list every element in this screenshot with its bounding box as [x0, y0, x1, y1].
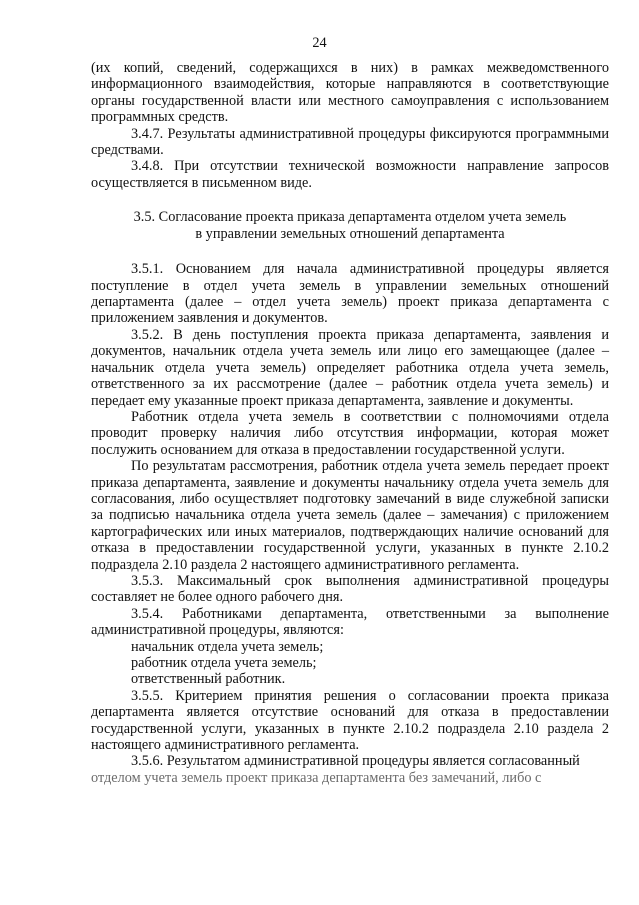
paragraph-review-results: По результатам рассмотрения, работник отдела учета земель передает проект приказа департамента, заявление и документы начальнику отдела учета земель для согласования, либо осуществляет подготовку замечаний в виде служебной записки за подписью начальника отдела учета земель (далее – замечания) с приложением картографических или иных материалов, подтверждающих наличие оснований для отказа в предоставлении государственной услуги, указанных в пункте 2.10.2 подраздела 2.10 раздела 2 настоящего административного регламента.: [91, 458, 609, 573]
list-item: работник отдела учета земель;: [131, 655, 317, 671]
list-item: начальник отдела учета земель;: [131, 638, 324, 655]
section-heading-line-2: в управлении земельных отношений департамента: [195, 226, 505, 243]
paragraph-3-5-4: 3.5.4. Работниками департамента, ответственными за выполнение административной процедуры, являются:: [91, 605, 609, 639]
paragraph-verification: Работник отдела учета земель в соответствии с полномочиями отдела проводит проверку наличия либо отсутствия информации, которая может послужить основанием для отказа в предоставлении государственной услуги.: [91, 408, 609, 458]
document-body: [91, 60, 609, 786]
page-number: 24: [312, 35, 327, 51]
paragraph-3-5-1: 3.5.1. Основанием для начала административной процедуры является поступление в отдел учета земель в управлении земельных отношений департамента (далее – отдел учета земель) проект приказа департамента с приложением заявления и документов.: [91, 261, 609, 327]
section-heading: [91, 209, 609, 243]
paragraph-3-5-6: 3.5.6. Результатом административной процедуры является согласованный: [131, 753, 580, 770]
paragraph-3-5-5: 3.5.5. Критерием принятия решения о согласовании проекта приказа департамента является отсутствие оснований для отказа в предоставлении государственной услуги, указанных в пункте 2.10.2 подраздела 2.10 раздела 2 настоящего административного регламента.: [91, 687, 609, 754]
paragraph-3-5-2: 3.5.2. В день поступления проекта приказа департамента, заявления и документов, начальник отдела учета земель или лицо его замещающее (далее – начальник отдела учета земель) определяет работника отдела учета земель, ответственного за их рассмотрение (далее – работник отдела учета земель) и передает ему указанные проект приказа департамента, заявление и документы.: [91, 326, 609, 409]
paragraph-3-4-7: 3.4.7. Результаты административной процедуры фиксируются программными средствами.: [91, 125, 609, 159]
paragraph-continuation: (их копий, сведений, содержащихся в них) в рамках межведомственного информационного взаимодействия, которые направляются в соответствующие органы государственной власти или местного самоуправления с использованием программных средств.: [91, 60, 609, 126]
paragraph-last-line: отделом учета земель проект приказа департамента без замечаний, либо с: [91, 769, 542, 786]
list-item: ответственный работник.: [131, 671, 286, 688]
paragraph-3-4-8: 3.4.8. При отсутствии технической возможности направление запросов осуществляется в письменном виде.: [91, 158, 609, 191]
paragraph-3-5-3: 3.5.3. Максимальный срок выполнения административной процедуры составляет не более одного рабочего дня.: [91, 572, 609, 606]
section-heading-line-1: 3.5. Согласование проекта приказа департамента отделом учета земель: [133, 209, 567, 226]
